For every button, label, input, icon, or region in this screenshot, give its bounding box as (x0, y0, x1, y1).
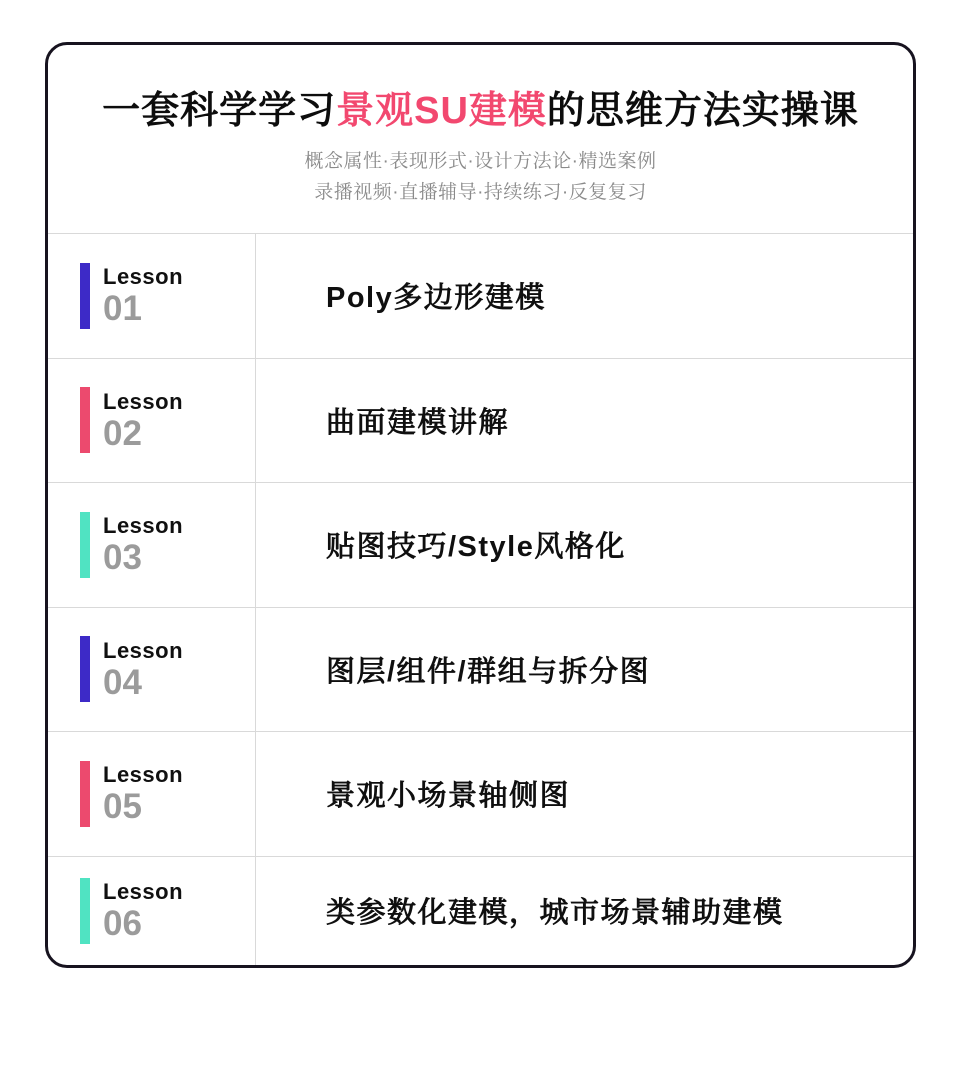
lesson-title: 图层/组件/群组与拆分图 (326, 655, 651, 688)
lesson-meta-cell (48, 857, 256, 966)
course-outline-card (45, 42, 916, 968)
lesson-number: 02 (103, 413, 142, 453)
lesson-color-bar (80, 878, 90, 944)
lesson-meta-cell (48, 359, 256, 483)
lesson-row-06 (48, 856, 913, 966)
lesson-label: Lesson (103, 637, 184, 663)
lesson-label: Lesson (103, 762, 184, 788)
lesson-meta (103, 388, 183, 453)
lesson-title-cell (256, 608, 913, 732)
lesson-title: 景观小场景轴侧图 (326, 780, 571, 813)
lesson-table (48, 233, 913, 965)
lesson-color-bar (80, 761, 90, 827)
lesson-number: 04 (103, 662, 142, 702)
lesson-meta (103, 637, 183, 702)
lesson-meta (103, 263, 183, 328)
lesson-label: Lesson (103, 879, 184, 905)
lesson-title-cell (256, 359, 913, 483)
subtitle-line-1: 概念属性·表现形式·设计方法论·精选案例 (304, 151, 657, 172)
lesson-title: 类参数化建模，城市场景辅助建模 (326, 897, 784, 930)
title-suffix: 的思维方法实操课 (546, 90, 859, 132)
lesson-label: Lesson (103, 388, 184, 414)
lesson-title-cell (256, 483, 913, 607)
lesson-number: 05 (103, 787, 142, 827)
lesson-title-cell (256, 732, 913, 856)
lesson-meta-cell (48, 483, 256, 607)
lesson-color-bar (80, 387, 90, 453)
lesson-color-bar (80, 512, 90, 578)
lesson-meta-cell (48, 234, 256, 358)
lesson-title-cell (256, 857, 913, 966)
lesson-color-bar (80, 636, 90, 702)
lesson-number: 06 (103, 904, 142, 944)
lesson-label: Lesson (103, 513, 184, 539)
card-header (48, 45, 913, 233)
lesson-row-01 (48, 233, 913, 358)
lesson-meta (103, 761, 183, 826)
lesson-number: 01 (103, 289, 142, 329)
lesson-meta (103, 512, 183, 577)
lesson-row-03 (48, 482, 913, 607)
title-prefix: 一套科学学习 (102, 90, 337, 132)
lesson-title: 贴图技巧/Style风格化 (326, 531, 626, 564)
title-highlight: 景观SU建模 (336, 90, 547, 132)
subtitle-line-2: 录播视频·直播辅导·持续练习·反复复习 (314, 182, 647, 203)
lesson-meta-cell (48, 608, 256, 732)
subtitle-block (48, 146, 913, 208)
page-title (48, 89, 913, 133)
lesson-title-cell (256, 234, 913, 358)
lesson-number: 03 (103, 538, 142, 578)
lesson-title: Poly多边形建模 (326, 282, 546, 315)
lesson-row-02 (48, 358, 913, 483)
lesson-row-05 (48, 731, 913, 856)
lesson-meta-cell (48, 732, 256, 856)
lesson-color-bar (80, 263, 90, 329)
lesson-title: 曲面建模讲解 (326, 406, 510, 439)
lesson-label: Lesson (103, 264, 184, 290)
lesson-meta (103, 878, 183, 943)
lesson-row-04 (48, 607, 913, 732)
